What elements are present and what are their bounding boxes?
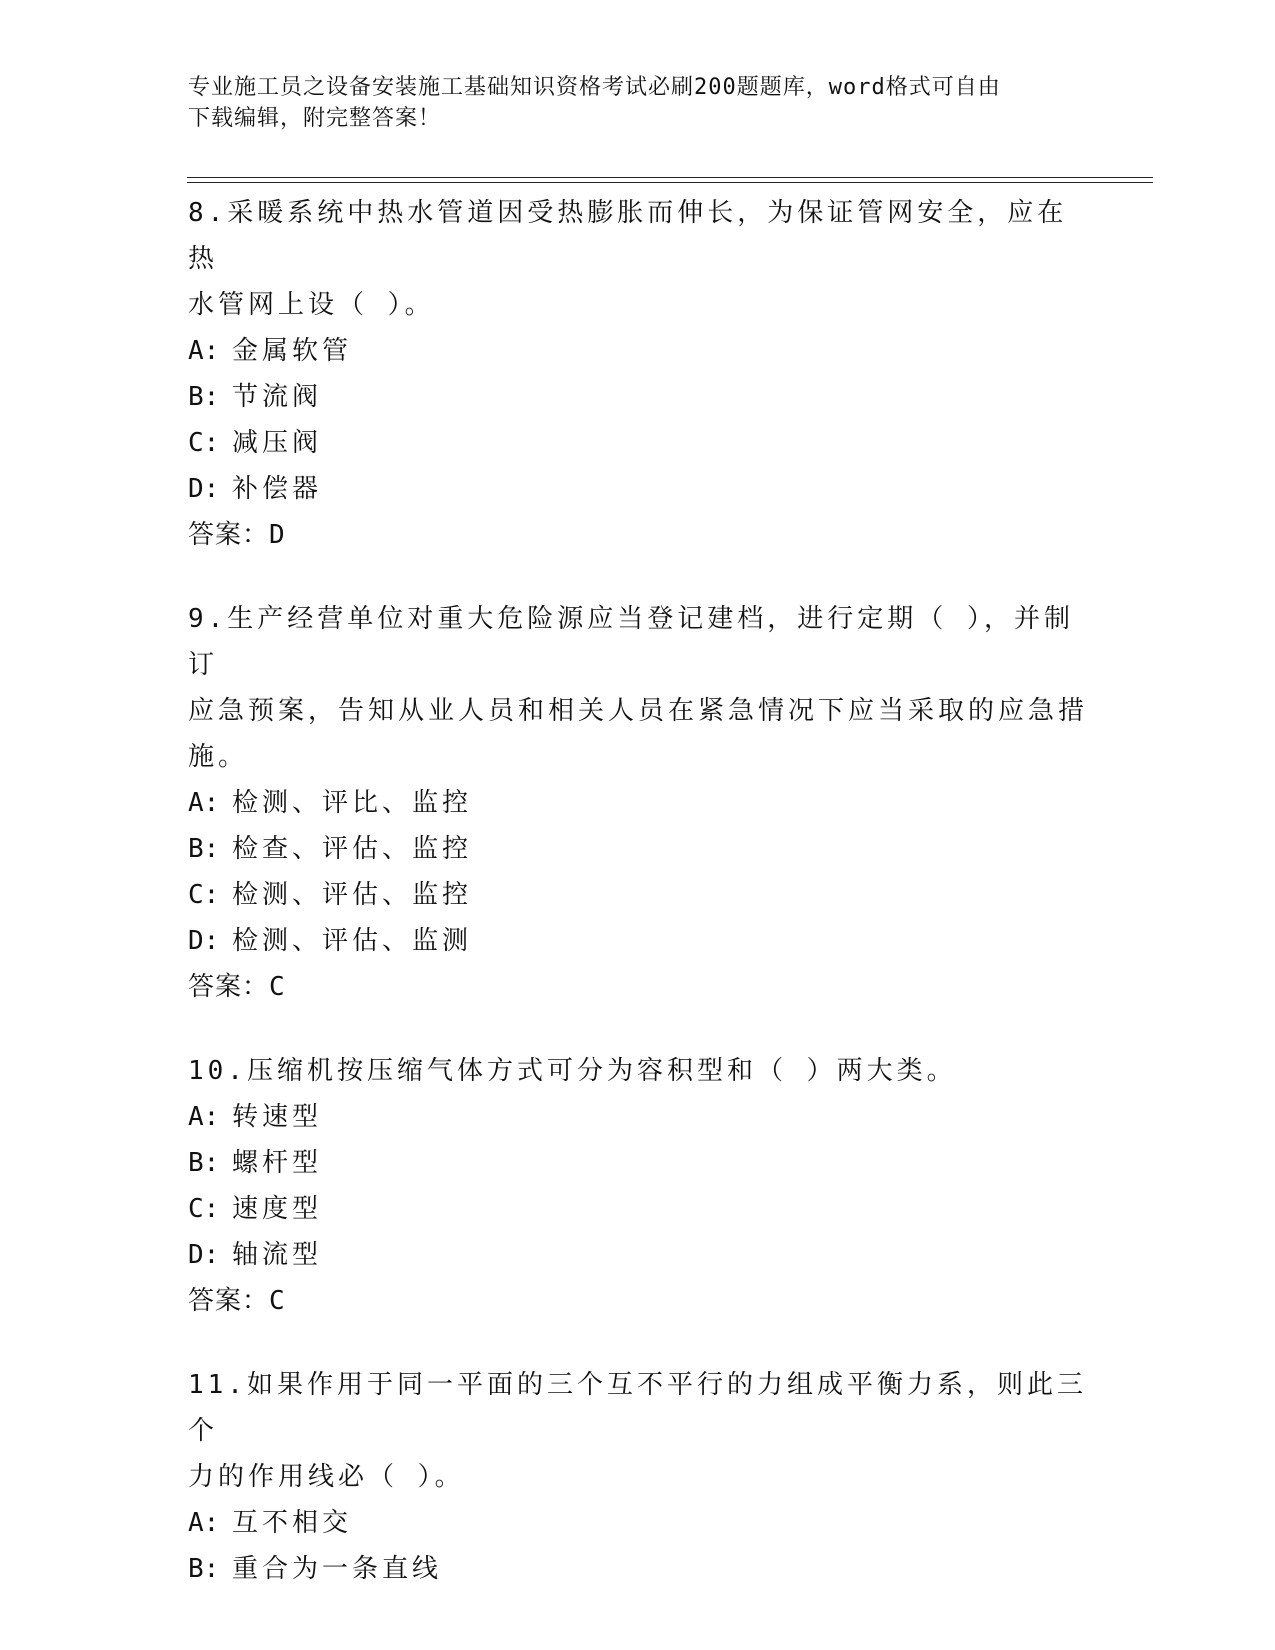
question-stem-line: 应急预案，告知从业人员和相关人员在紧急情况下应当采取的应急措	[188, 696, 1089, 726]
document-header	[188, 72, 1068, 134]
option-text: 节流阀	[232, 382, 323, 412]
option-key: C:	[188, 428, 220, 458]
answer-option	[188, 1186, 1088, 1232]
header-line-2: 下载编辑，附完整答案！	[188, 106, 442, 131]
header-divider-top	[187, 177, 1153, 178]
question-block	[188, 596, 1088, 1010]
answer-option	[188, 1500, 1088, 1546]
question-block	[188, 190, 1088, 558]
option-text: 减压阀	[232, 428, 323, 458]
option-text: 转速型	[232, 1102, 323, 1132]
option-key: B:	[188, 382, 220, 412]
answer-option	[188, 872, 1088, 918]
answer-option	[188, 1232, 1088, 1278]
option-key: D:	[188, 926, 220, 956]
question-stem-line: 8.采暖系统中热水管道因受热膨胀而伸长，为保证管网安全，应在热	[188, 198, 1068, 274]
answer-option	[188, 1140, 1088, 1186]
option-key: A:	[188, 336, 220, 366]
answer-key: 答案：C	[188, 972, 286, 1002]
option-key: D:	[188, 474, 220, 504]
answer-option	[188, 1546, 1088, 1592]
option-text: 补偿器	[232, 474, 323, 504]
option-key: B:	[188, 1554, 220, 1584]
option-text: 速度型	[232, 1194, 323, 1224]
option-key: A:	[188, 1102, 220, 1132]
option-key: B:	[188, 1148, 220, 1178]
answer-option	[188, 780, 1088, 826]
answer-option	[188, 328, 1088, 374]
option-key: A:	[188, 1508, 220, 1538]
option-text: 轴流型	[232, 1240, 323, 1270]
header-divider-bottom	[187, 182, 1153, 183]
option-key: B:	[188, 834, 220, 864]
answer-option	[188, 826, 1088, 872]
option-key: C:	[188, 1194, 220, 1224]
option-text: 检测、评估、监测	[232, 926, 473, 956]
question-stem-line: 力的作用线必（ ）。	[188, 1462, 465, 1492]
answer-option	[188, 1094, 1088, 1140]
option-text: 螺杆型	[232, 1148, 323, 1178]
header-line-1: 专业施工员之设备安装施工基础知识资格考试必刷200题题库，word格式可自由	[188, 75, 1001, 100]
answer-option	[188, 374, 1088, 420]
answer-key: 答案：C	[188, 1286, 286, 1316]
question-stem-line: 9.生产经营单位对重大危险源应当登记建档，进行定期（ ），并制订	[188, 604, 1074, 680]
answer-option	[188, 918, 1088, 964]
answer-option	[188, 466, 1088, 512]
question-stem-line: 10.压缩机按压缩气体方式可分为容积型和（ ）两大类。	[188, 1056, 957, 1086]
question-block	[188, 1048, 1088, 1324]
option-text: 金属软管	[232, 336, 353, 366]
option-key: C:	[188, 880, 220, 910]
question-list	[188, 190, 1088, 1630]
option-text: 检测、评比、监控	[232, 788, 473, 818]
option-key: D:	[188, 1240, 220, 1270]
question-block	[188, 1362, 1088, 1592]
question-stem-line: 11.如果作用于同一平面的三个互不平行的力组成平衡力系，则此三个	[188, 1370, 1087, 1446]
question-stem-line: 施。	[188, 742, 249, 772]
option-key: A:	[188, 788, 220, 818]
question-stem-line: 水管网上设（ ）。	[188, 290, 435, 320]
answer-option	[188, 420, 1088, 466]
option-text: 重合为一条直线	[232, 1554, 443, 1584]
option-text: 检查、评估、监控	[232, 834, 473, 864]
option-text: 检测、评估、监控	[232, 880, 473, 910]
answer-key: 答案：D	[188, 520, 286, 550]
option-text: 互不相交	[232, 1508, 353, 1538]
